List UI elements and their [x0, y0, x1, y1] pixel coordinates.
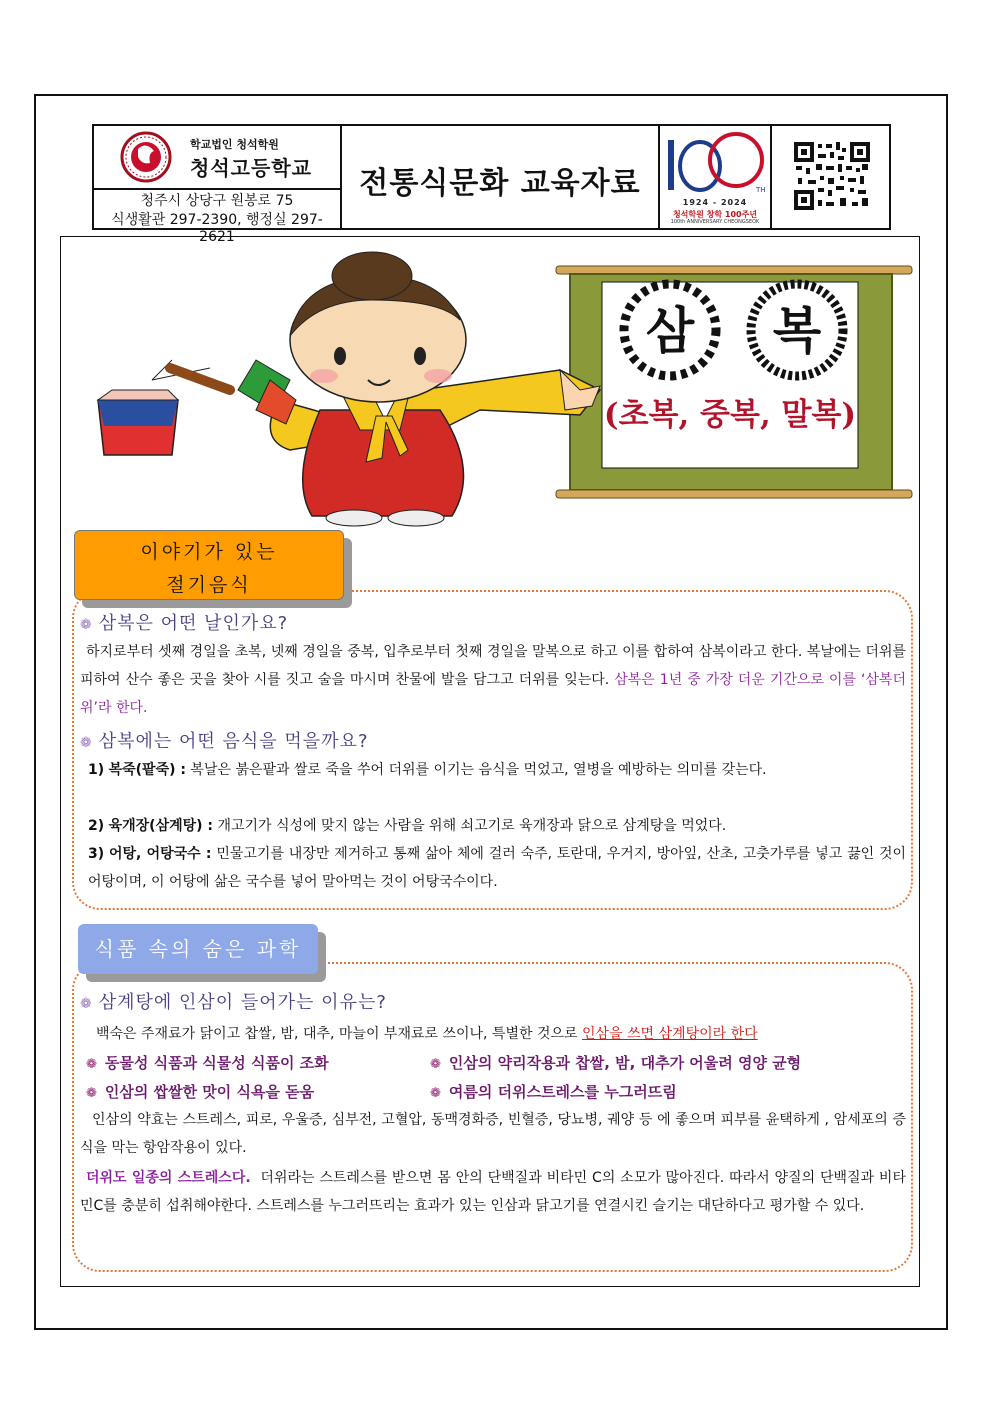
section1-label-line1: 이야기가 있는 [140, 541, 278, 563]
flower-bullet-icon: ❁ [80, 735, 93, 751]
section1-paragraph1: 하지로부터 셋째 경일을 초복, 넷째 경일을 중복, 입추로부터 첫째 경일을 말복으로 하고 이를 합하여 삼복이라고 한다. 복날에는 더위를 피하여 산수 좋은 곳을 찾아 시를 짓고 술을 마시며 찬물에 발을 담그고 더위를 잊는다. 삼복은 1년 중 가장 더운 기간으로 이를 ‘삼복더위’라 한다. [80, 644, 906, 716]
section1-label [74, 530, 344, 600]
school-logo-area [94, 126, 340, 190]
ginseng-effect-paragraph: 인삼의 약효는 스트레스, 피로, 우울증, 심부전, 고혈압, 동맥경화증, 빈혈증, 당뇨병, 궤양 등 에 좋으며 피부를 윤택하게 , 암세포의 증식을 막는 항암작용이 있다. [80, 1112, 906, 1156]
section1-question1: ❁ 삼복은 어떤 날인가요? [80, 613, 289, 634]
anniversary-years: 1924 - 2024 [682, 198, 748, 207]
flower-bullet-icon: ❁ [80, 996, 93, 1012]
sammbok-sign [556, 266, 912, 498]
title-cell [342, 126, 660, 228]
feature-2: ❁ 인삼의 약리작용과 찹쌀, 밤, 대추가 어울려 영양 균형 [430, 1054, 802, 1072]
sign-subtitle: (초복, 중복, 말복) [603, 397, 857, 433]
anniversary-cell [660, 126, 772, 228]
anniversary-label: 청석학원 창학 100주년 [672, 210, 758, 219]
section2-intro: 백숙은 주재료가 닭이고 찹쌀, 밤, 대추, 마늘이 부재료로 쓰이나, 특별한 것으로 인삼을 쓰면 삼계탕이라 한다 [96, 1026, 758, 1042]
anniversary-sub: 100th ANNIVERSARY CHEONGSEOK [670, 219, 760, 225]
anniversary-100-logo-icon [664, 128, 768, 198]
school-phones: 식생활관 297-2390, 행정실 297-2621 [111, 212, 323, 245]
school-cell [94, 126, 342, 245]
flower-bullet-icon: ❁ [430, 1057, 441, 1072]
flower-bullet-icon: ❁ [86, 1057, 97, 1072]
feature-4: ❁ 여름의 더위스트레스를 누그러뜨림 [430, 1083, 677, 1101]
sign-char-bok: 복 [772, 302, 822, 360]
feature-1: ❁ 동물성 식품과 식물성 식품이 조화 [86, 1054, 329, 1072]
corp-name: 학교법인 청석학원 [190, 138, 279, 151]
school-address: 청주시 상당구 원봉로 75 [140, 193, 294, 209]
flower-bullet-icon: ❁ [80, 617, 93, 633]
stress-heading: 더위도 일종의 스트레스다. [86, 1170, 251, 1186]
boknal-illustration [60, 240, 920, 530]
qr-cell [772, 126, 889, 228]
section2-label: 식품 속의 숨은 과학 [78, 924, 318, 974]
food-item-2: 2) 육개장(삼계탕) : 개고기가 식성에 맞지 않는 사람을 위해 쇠고기로 육개장과 닭으로 삼계탕을 먹었다. [88, 818, 727, 834]
flower-bullet-icon: ❁ [430, 1086, 441, 1101]
svg-text:TH: TH [756, 186, 766, 194]
school-emblem-icon [110, 131, 184, 183]
section1-label-line2: 절기음식 [166, 574, 252, 596]
sign-char-sam: 삼 [645, 302, 695, 360]
section2-question: ❁ 삼계탕에 인삼이 들어가는 이유는? [80, 992, 387, 1013]
school-name: 청석고등학교 [190, 156, 312, 180]
feature-3: ❁ 인삼의 쌉쌀한 맛이 식욕을 돋움 [86, 1083, 315, 1101]
stress-paragraph: 더위도 일종의 스트레스다. 더위라는 스트레스를 받으면 몸 안의 단백질과 비타민 C의 소모가 많아진다. 따라서 양질의 단백질과 비타민C를 충분히 섭취해야한다. 스트레스를 누그러뜨리는 효과가 있는 인삼과 닭고기를 연결시킨 슬기는 대단하다고 평가할 수 있다. [80, 1170, 906, 1214]
qr-code-icon[interactable] [792, 140, 872, 212]
header-table [92, 124, 891, 245]
hanbok-character [238, 252, 600, 526]
lantern-pointer [98, 360, 230, 455]
food-item-1: 1) 복죽(팥죽) : 복날은 붉은팥과 쌀로 죽을 쑤어 더위를 이기는 음식을 먹었고, 열병을 예방하는 의미를 갖는다. [88, 762, 767, 778]
flower-bullet-icon: ❁ [86, 1086, 97, 1101]
document-title: 전통식문화 교육자료 [359, 166, 641, 201]
sambok-highlight: 삼복은 1년 중 가장 더운 기간으로 이를 ‘삼복더위’라 한다. [80, 672, 906, 716]
section1-question2: ❁ 삼복에는 어떤 음식을 먹을까요? [80, 731, 369, 752]
ginseng-highlight: 인삼을 쓰면 삼계탕이라 한다 [582, 1026, 758, 1042]
food-item-3: 3) 어탕, 어탕국수 : 민물고기를 내장만 제거하고 통째 삶아 체에 걸러 숙주, 토란대, 우거지, 방아잎, 산초, 고춧가루를 넣고 끓인 것이 어탕이며, 이 어탕에 삶은 국수를 넣어 말아먹는 것이 어탕국수이다. [88, 846, 907, 890]
